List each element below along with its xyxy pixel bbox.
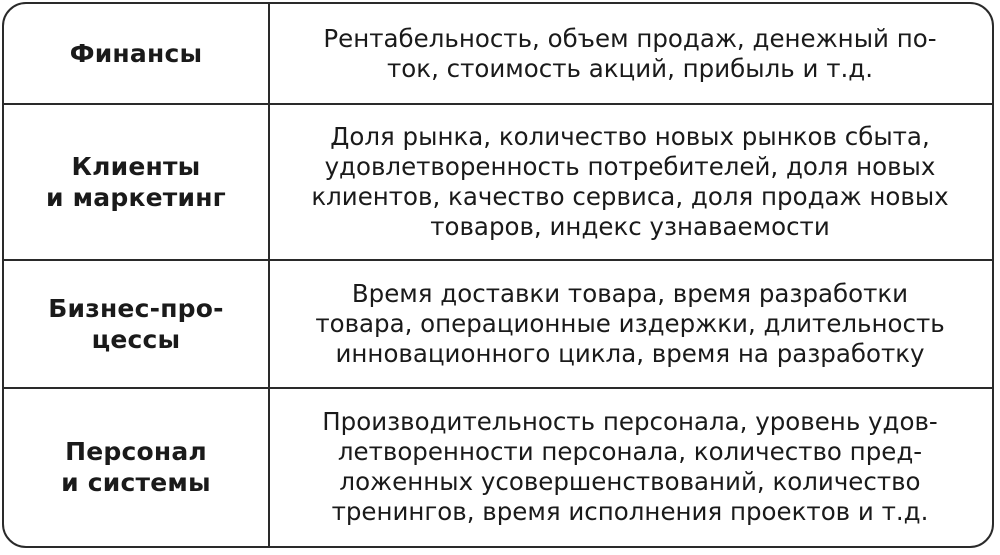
indicators-table: [2, 2, 994, 548]
category-cell: [4, 104, 268, 259]
description-cell: [268, 260, 992, 387]
category-label: Персонал и системы: [61, 437, 211, 497]
description-text: Время доставки товара, время разработки товара, операционные издержки, длительность инновационного цикла, время на разработку: [315, 278, 945, 368]
table-row: [4, 4, 992, 103]
description-text: Доля рынка, количество новых рынков сбыта, удовлетворенность потребителей, доля новых клиентов, качество сервиса, доля продаж новых товаров, индекс узнаваемости: [311, 121, 949, 241]
description-cell: [268, 104, 992, 259]
description-text: Производительность персонала, уровень удов- летворенности персонала, количество пред- ложенных усовершенствований, количество тренингов, время исполнения проектов и т.д.: [322, 407, 938, 526]
table-row: [4, 260, 992, 387]
description-text: Рентабельность, объем продаж, денежный по- ток, стоимость акций, прибыль и т.д.: [323, 23, 937, 83]
category-cell: [4, 388, 268, 546]
table-row: [4, 104, 992, 259]
table-row: [4, 388, 992, 546]
category-label: Бизнес-про- цессы: [48, 293, 224, 354]
category-cell: [4, 4, 268, 103]
category-label: Клиенты и маркетинг: [46, 151, 226, 212]
description-cell: [268, 388, 992, 546]
category-cell: [4, 260, 268, 387]
description-cell: [268, 4, 992, 103]
category-label: Финансы: [69, 39, 203, 68]
